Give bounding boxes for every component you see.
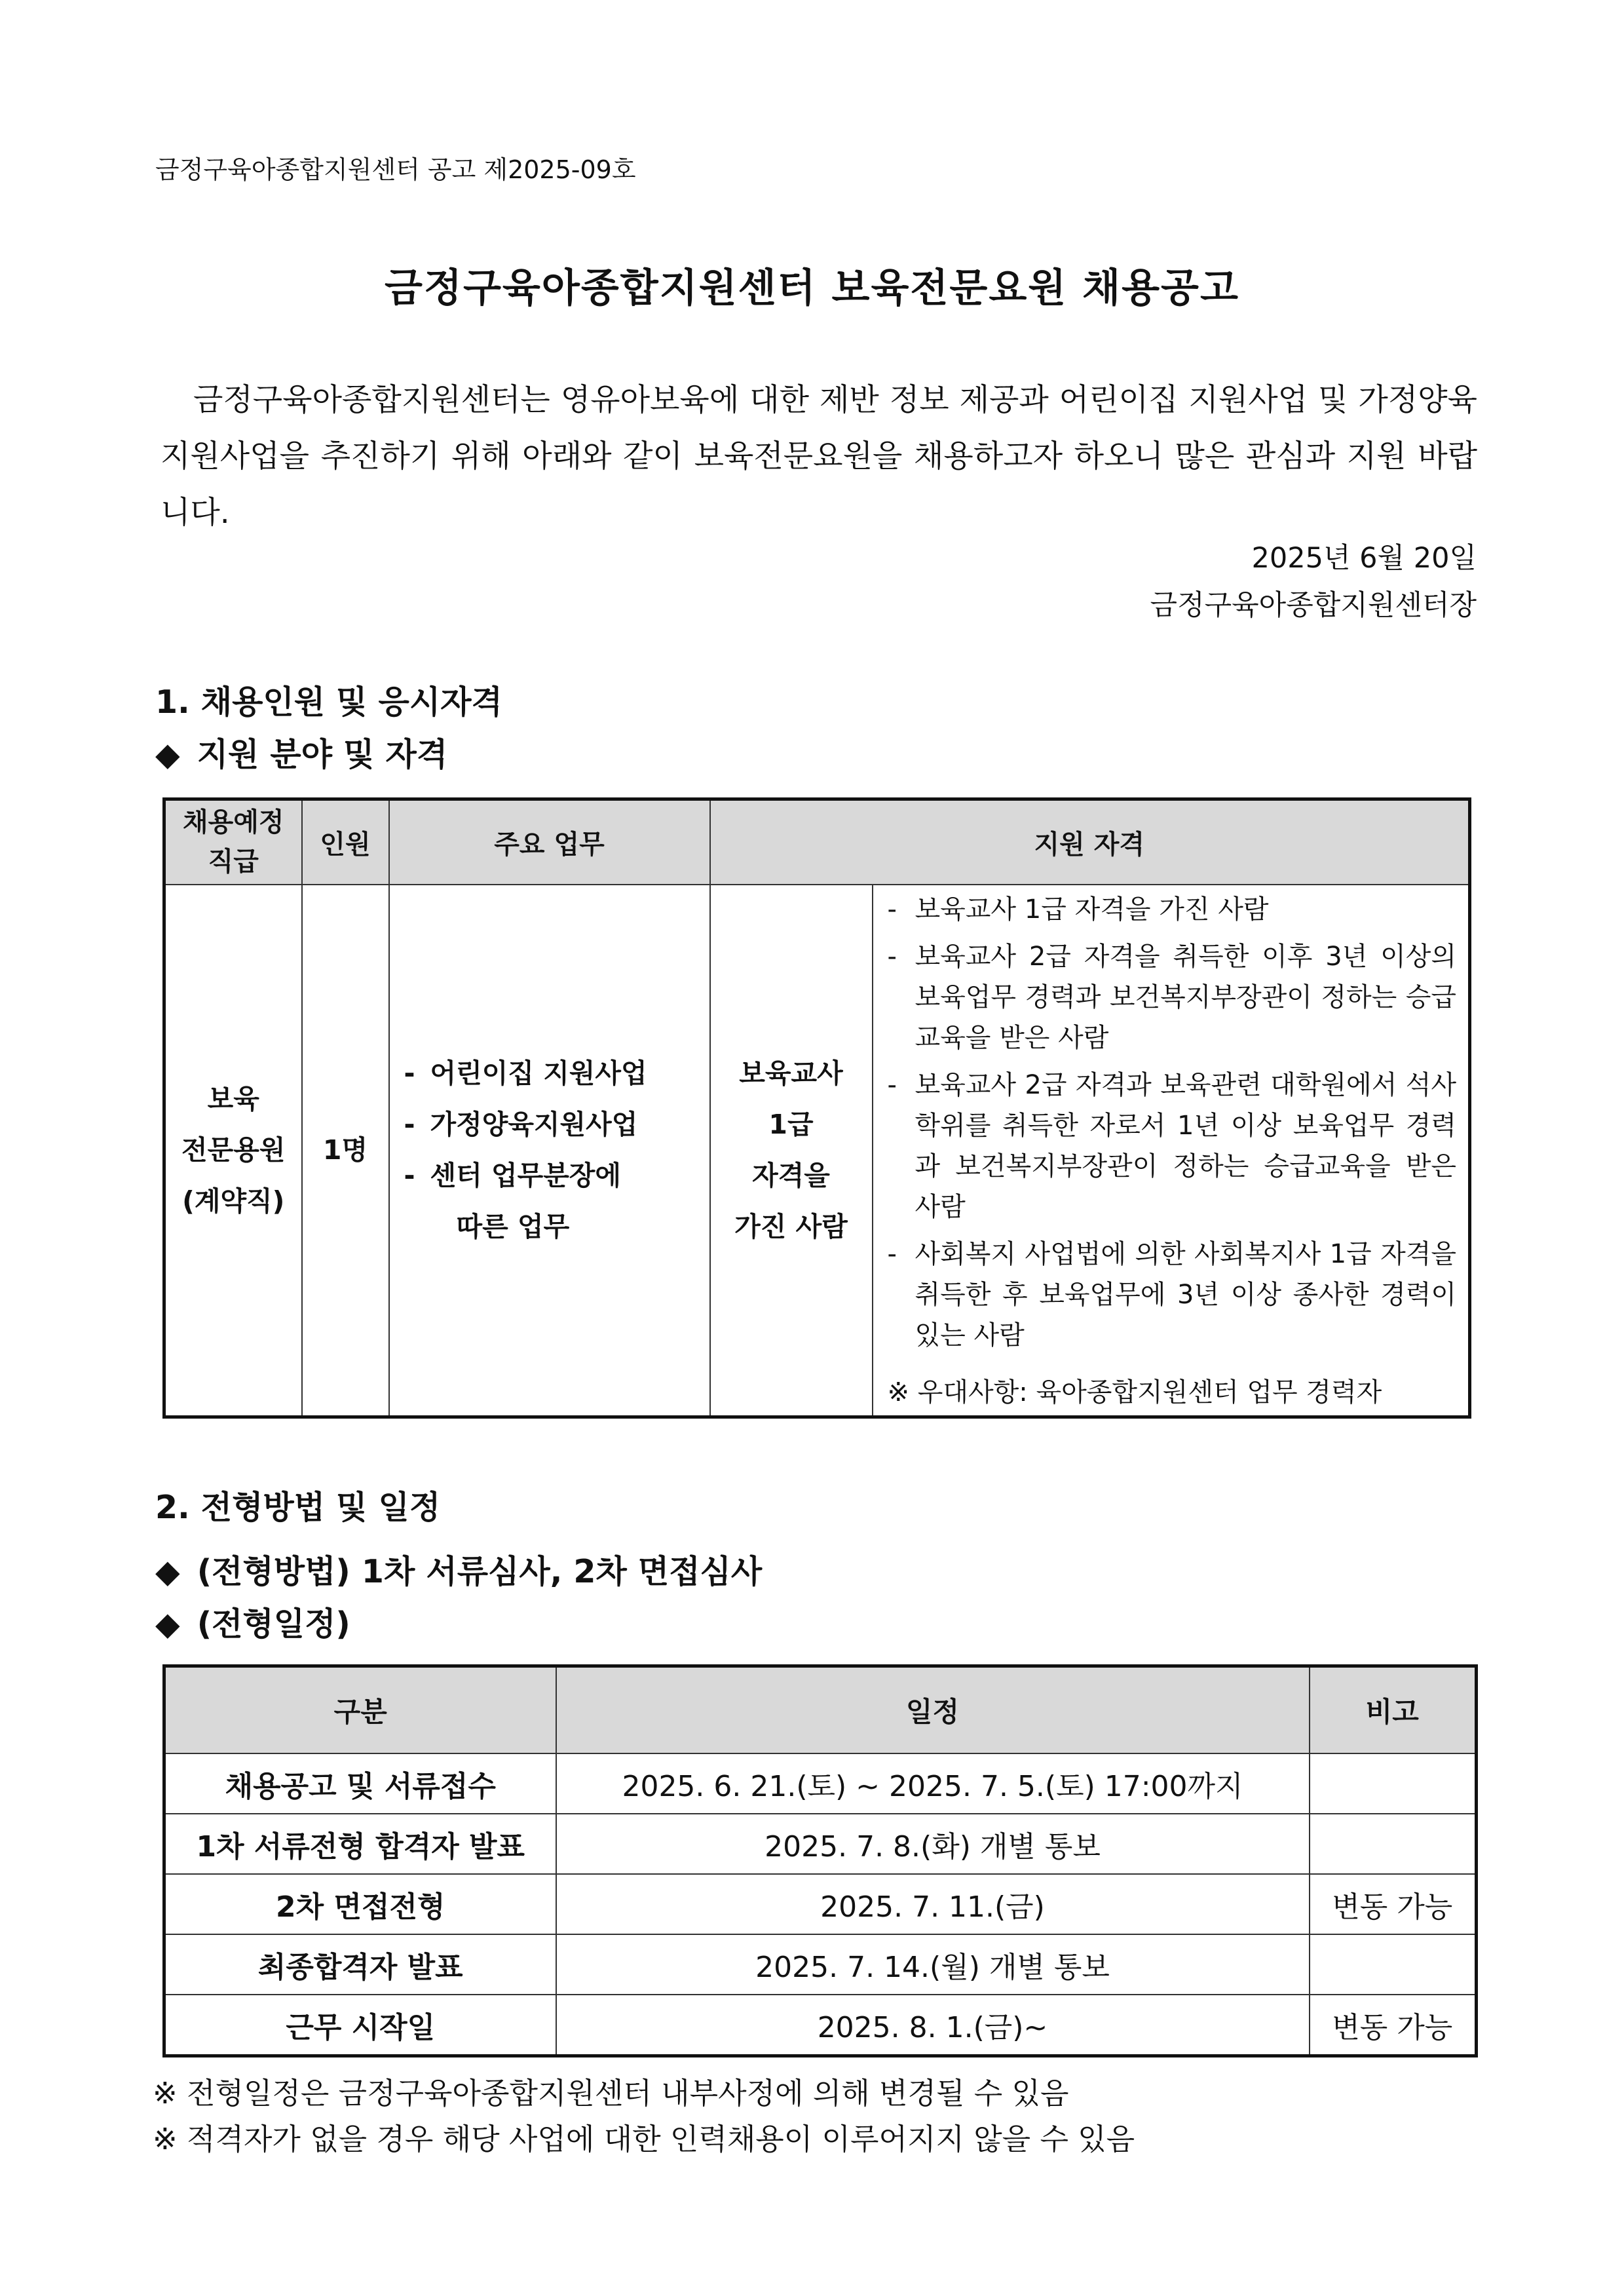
- schedule-note: ※ 적격자가 없을 경우 해당 사업에 대한 인력채용이 이루어지지 않을 수 있음: [153, 2122, 1135, 2156]
- qualification-item: - 보육교사 1급 자격을 가진 사람: [888, 889, 1457, 930]
- qualification-table-header: [164, 799, 1470, 885]
- notice-date: 2025년 6월 20일: [1251, 542, 1477, 575]
- section1-bullet-text: 지원 분야 및 자격: [197, 736, 448, 773]
- header-category: 구분: [164, 1666, 556, 1754]
- qualification-item: - 사회복지 사업법에 의한 사회복지사 1급 자격을 취득한 후 보육업무에 3년 이상 종사한 경력이 있는 사람: [888, 1234, 1457, 1356]
- diamond-bullet-icon: ◆: [155, 1605, 180, 1643]
- header-position: 채용예정 직급: [164, 799, 302, 885]
- duty-item-continued: 따른 업무: [456, 1211, 570, 1242]
- section1-bullet: [155, 729, 447, 775]
- schedule-table: [162, 1664, 1478, 2057]
- duty-item: - 가정양육지원사업: [404, 1099, 709, 1150]
- diamond-bullet-icon: ◆: [155, 736, 180, 773]
- duty-item: - 센터 업무분장에: [404, 1150, 709, 1201]
- table-row: 채용공고 및 서류접수 2025. 6. 21.(토) ~ 2025. 7. 5.(토) 17:00까지: [164, 1753, 1477, 1814]
- header-count: 인원: [302, 799, 389, 885]
- cell-position: 보육 전문용원 (계약직): [164, 885, 302, 1417]
- cell-qualifications: [873, 885, 1470, 1417]
- notice-number: 금정구육아종합지원센터 공고 제2025-09호: [155, 155, 636, 184]
- qualification-item: - 보육교사 2급 자격과 보육관련 대학원에서 석사학위를 취득한 자로서 1년 이상 보육업무 경력과 보건복지부장관이 정하는 승급교육을 받은 사람: [888, 1065, 1457, 1227]
- qualification-table: [162, 797, 1471, 1419]
- duty-item: - 어린이집 지원사업: [404, 1048, 709, 1099]
- section1-heading: 1. 채용인원 및 응시자격: [155, 683, 502, 721]
- qualification-item: - 보육교사 2급 자격을 취득한 이후 3년 이상의 보육업무 경력과 보건복지부장관이 정하는 승급교육을 받은 사람: [888, 936, 1457, 1058]
- header-qualification: 지원 자격: [710, 799, 1470, 885]
- header-duties: 주요 업무: [389, 799, 710, 885]
- preference-note: ※ 우대사항: 육아종합지원센터 업무 경력자: [887, 1377, 1382, 1407]
- section2-bullet-schedule: [155, 1599, 350, 1645]
- table-row: 최종합격자 발표 2025. 7. 14.(월) 개별 통보: [164, 1934, 1477, 1995]
- section2-heading: 2. 전형방법 및 일정: [155, 1489, 441, 1526]
- table-row: 1차 서류전형 합격자 발표 2025. 7. 8.(화) 개별 통보: [164, 1814, 1477, 1874]
- cell-requirement: 보육교사 1급 자격을 가진 사람: [710, 885, 873, 1417]
- section2-bullet-method: [155, 1546, 762, 1592]
- cell-count: 1명: [302, 885, 389, 1417]
- schedule-text: (전형일정): [197, 1605, 350, 1643]
- table-row: 근무 시작일 2025. 8. 1.(금)~ 변동 가능: [164, 1995, 1477, 2056]
- intro-paragraph: 금정구육아종합지원센터는 영유아보육에 대한 제반 정보 제공과 어린이집 지원사업 및 가정양육 지원사업을 추진하기 위해 아래와 같이 보육전문요원을 채용하고자 하오니 많은 관심과 지원 바랍니다.: [161, 382, 1477, 531]
- cell-duties: [389, 885, 710, 1417]
- page-title: 금정구육아종합지원센터 보육전문요원 채용공고: [385, 265, 1239, 311]
- method-text: (전형방법) 1차 서류심사, 2차 면접심사: [197, 1553, 763, 1590]
- issuer: 금정구육아종합지원센터장: [1150, 589, 1477, 622]
- diamond-bullet-icon: ◆: [155, 1553, 180, 1590]
- qualification-row: [164, 885, 1470, 1417]
- header-remark: 비고: [1310, 1666, 1477, 1754]
- table-row: 2차 면접전형 2025. 7. 11.(금) 변동 가능: [164, 1874, 1477, 1934]
- schedule-table-header: [164, 1666, 1477, 1754]
- schedule-note: ※ 전형일정은 금정구육아종합지원센터 내부사정에 의해 변경될 수 있음: [153, 2076, 1069, 2111]
- header-schedule: 일정: [556, 1666, 1310, 1754]
